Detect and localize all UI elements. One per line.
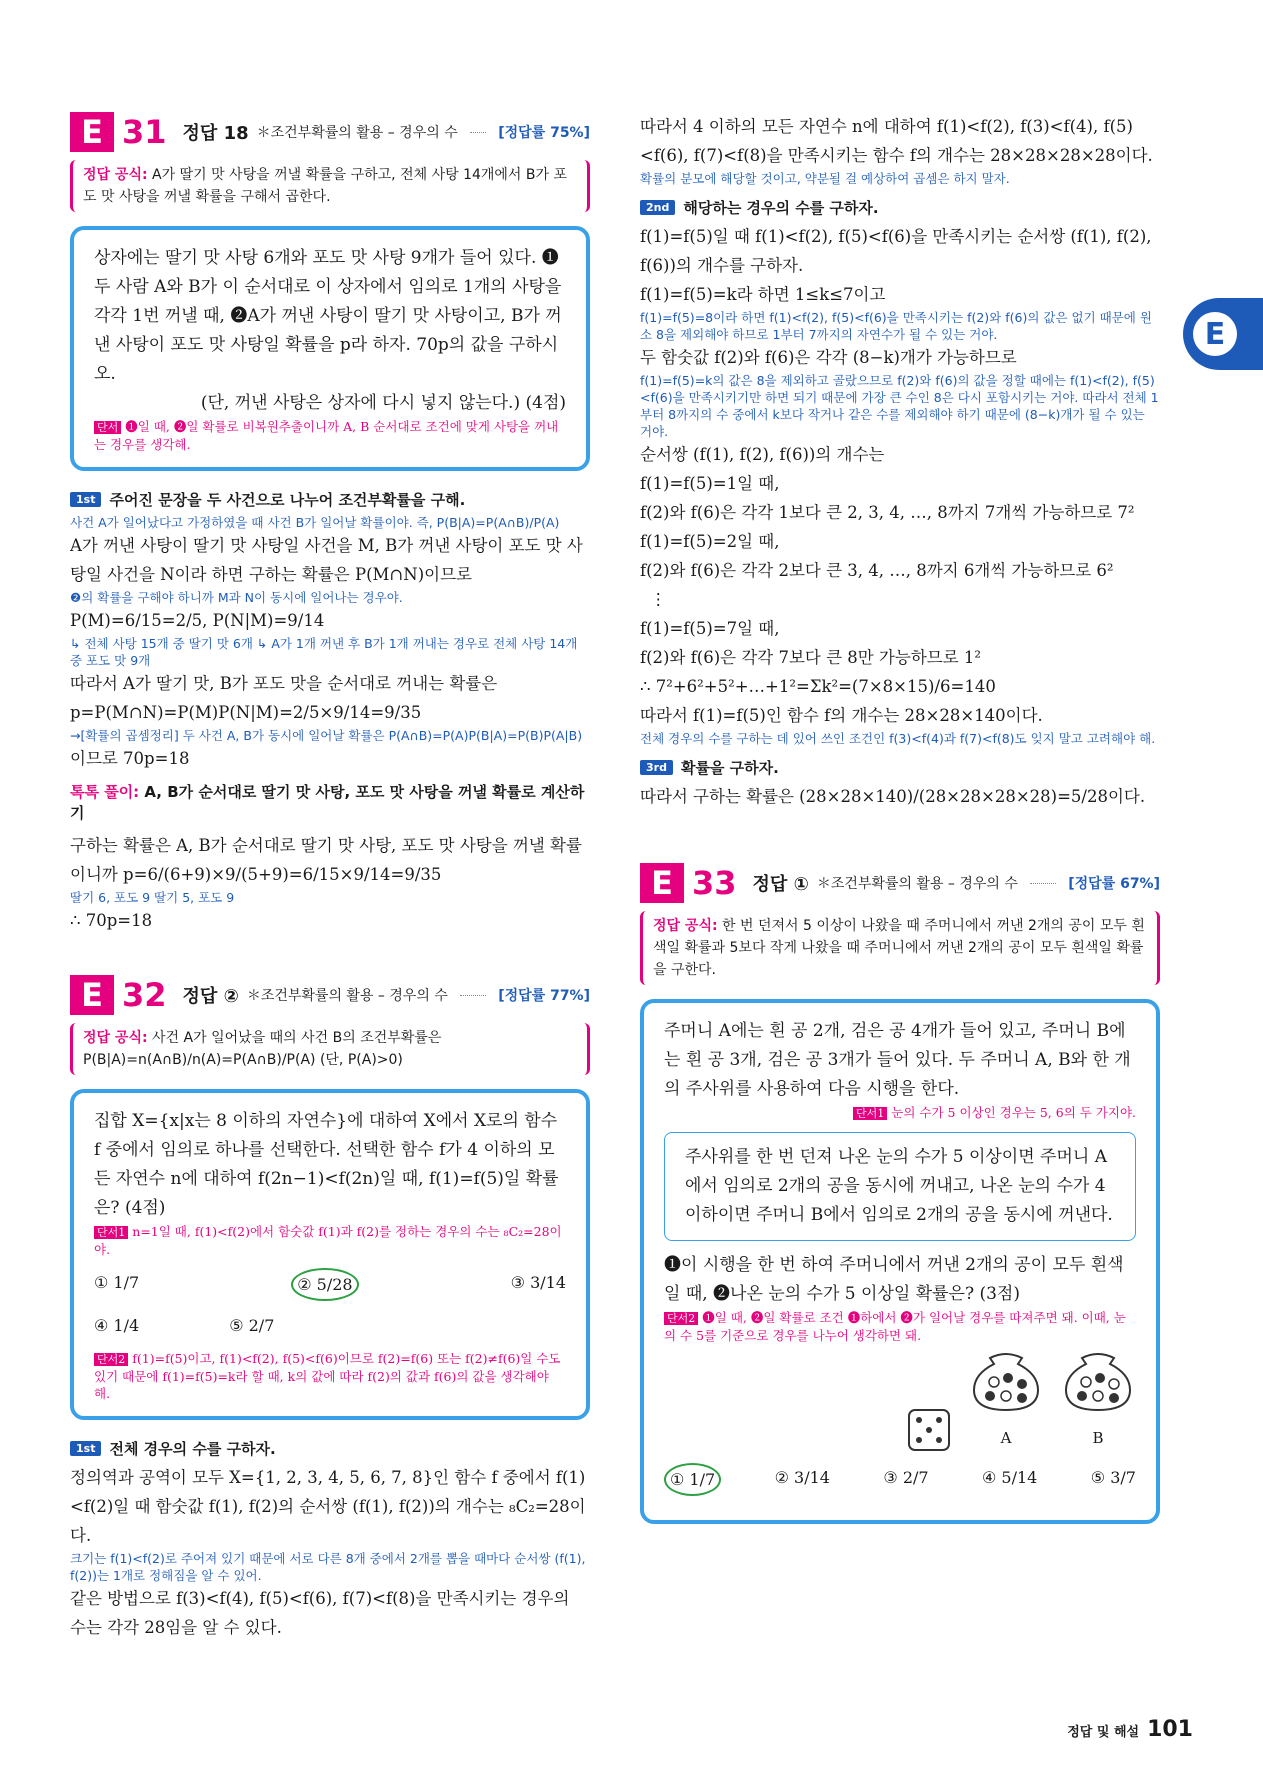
topic: ＊조건부확률의 활용 – 경우의 수 — [246, 988, 448, 1004]
tip-label: 정답 공식: — [83, 167, 148, 183]
problem-letter: E — [70, 112, 114, 152]
solution-text: ∴ 70p=18 — [70, 911, 153, 930]
hint-text: 눈의 수가 5 이상인 경우는 5, 6의 두 가지야. — [891, 1105, 1136, 1120]
step-2 — [640, 197, 1160, 218]
clever-label: 톡톡 풀이: — [70, 783, 140, 801]
hint-tag: 단서1 — [94, 1226, 128, 1239]
solution-text: 따라서 A가 딸기 맛, B가 포도 맛을 순서대로 꺼내는 확률은 — [70, 674, 498, 693]
page-footer — [1067, 1717, 1193, 1742]
question-text: 주머니 A에는 흰 공 2개, 검은 공 4개가 들어 있고, 주머니 B에는 흰 공 3개, 검은 공 3개가 들어 있다. 두 주머니 A, B와 한 개의 주사위를 사용하여 다음 시행을 한다. — [664, 1021, 1131, 1099]
step-1 — [70, 489, 590, 510]
solution-text: 같은 방법으로 f(3)<f(4), f(5)<f(6), f(7)<f(8)을 만족시키는 경우의 수는 각각 28임을 알 수 있다. — [70, 1589, 570, 1637]
hint — [664, 1309, 1136, 1344]
clever-solution — [70, 781, 590, 823]
hint-tag: 단서1 — [853, 1107, 887, 1120]
section-letter: E — [1193, 312, 1237, 356]
hint-tag: 단서2 — [94, 1353, 128, 1366]
step-1 — [70, 1438, 590, 1459]
solution-text: A가 꺼낸 사탕이 딸기 맛 사탕일 사건을 M, B가 꺼낸 사탕이 포도 맛 사탕일 사건을 N이라 하면 구하는 확률은 P(M∩N)이므로 — [70, 536, 583, 584]
correct-rate: [정답률 77%] — [498, 988, 590, 1004]
case-text: f(1)=f(5)=2일 때, — [640, 532, 780, 551]
hint — [94, 1350, 566, 1402]
tip-text: 사건 A가 일어났을 때의 사건 B의 조건부확률은 P(B|A)=n(A∩B)/n(A)=P(A∩B)/P(A) (단, P(A)>0) — [83, 1030, 442, 1068]
step-text: 해당하는 경우의 수를 구하자. — [683, 199, 879, 217]
hint-tag: 단서 — [94, 421, 121, 434]
problem-32-box — [70, 1089, 590, 1420]
problem-33-box — [640, 999, 1160, 1524]
choice-3[interactable]: ③ 2/7 — [883, 1468, 929, 1487]
hint-text: ❶일 때, ❷일 확률로 조건 ❶하에서 ❷가 일어날 경우를 따져주면 돼. 이때, 눈의 수 5를 기준으로 경우를 나누어 생각하면 돼. — [664, 1310, 1126, 1343]
solution-text: 이므로 70p=18 — [70, 749, 190, 768]
pouch-a-label: A — [1000, 1429, 1012, 1447]
choice-1[interactable]: ① 1/7 — [664, 1463, 721, 1496]
case-text: f(2)와 f(6)은 각각 2보다 큰 3, 4, …, 8까지 6개씩 가능하므로 6² — [640, 561, 1114, 580]
note: f(1)=f(5)=8이라 하면 f(1)<f(2), f(5)<f(6)을 만족시키는 f(2)와 f(6)의 값은 없기 때문에 원소 8을 제외해야 하므로 1부터 7까지의 자연수가 될 수 있는 거야. — [640, 310, 1152, 342]
dice-icon — [906, 1407, 952, 1453]
sum-equation: ∴ 7²+6²+5²+…+1²=Σk²=(7×8×15)/6=140 — [640, 677, 996, 696]
vdots: ⋮ — [650, 590, 667, 609]
pouch-b — [1060, 1348, 1136, 1453]
choices — [94, 1268, 566, 1301]
hint-text: n=1일 때, f(1)<f(2)에서 함숫값 f(1)과 f(2)를 정하는 경우의 수는 ₈C₂=28이야. — [94, 1224, 562, 1257]
hint — [94, 418, 566, 453]
note: f(1)=f(5)=k의 값은 8을 제외하고 골랐으므로 f(2)와 f(6)의 값을 정할 때에는 f(1)<f(2), f(5)<f(6)을 만족시키기만 하면 되기 때문에 가장 큰 수인 8은 다시 포함시키는 거야. 따라서 전체 1부터 8까지의 수 중에서 k보다 작거나 같은 수를 제외해야 하기 때문에 (8−k)개가 될 수 있는 거야. — [640, 373, 1159, 439]
choices — [94, 1311, 566, 1340]
solution-text: 따라서 f(1)=f(5)인 함수 f의 개수는 28×28×140이다. — [640, 706, 1043, 725]
correct-rate: [정답률 67%] — [1068, 876, 1160, 892]
answer: 정답 ② — [182, 986, 239, 1007]
step-text: 확률을 구하자. — [680, 759, 779, 777]
problem-number: 33 — [692, 864, 737, 902]
dotted-leader — [470, 132, 487, 133]
topic: ＊조건부확률의 활용 – 경우의 수 — [816, 876, 1018, 892]
tip-text: A가 딸기 맛 사탕을 꺼낼 확률을 구하고, 전체 사탕 14개에서 B가 포도 맛 사탕을 꺼낼 확률을 구해서 곱한다. — [83, 167, 568, 205]
case-text: f(1)=f(5)=7일 때, — [640, 619, 780, 638]
tip-label: 정답 공식: — [83, 1030, 148, 1046]
step-text: 주어진 문장을 두 사건으로 나누어 조건부확률을 구해. — [109, 491, 466, 509]
question-text: 집합 X={x|x는 8 이하의 자연수}에 대하여 X에서 X로의 함수 f 중에서 임의로 하나를 선택한다. 선택한 함수 f가 4 이하의 모든 자연수 n에 대하여 f(2n−1)<f(2n)일 때, f(1)=f(5)일 확률은? (4점) — [94, 1111, 559, 1218]
solution-text: 두 함숫값 f(2)와 f(6)은 각각 (8−k)개가 가능하므로 — [640, 348, 1017, 367]
case-text: f(2)와 f(6)은 각각 7보다 큰 8만 가능하므로 1² — [640, 648, 981, 667]
problem-number: 32 — [122, 976, 167, 1014]
choice-2[interactable]: ② 3/14 — [774, 1468, 830, 1487]
question-text: 상자에는 딸기 맛 사탕 6개와 포도 맛 사탕 9개가 들어 있다. ❶두 사람 A와 B가 이 순서대로 이 상자에서 임의로 1개의 사탕을 각각 1번 꺼낼 때, ❷A가 꺼낸 사탕이 딸기 맛 사탕이고, B가 꺼낸 사탕이 포도 맛 사탕일 확률을 p라 하자. 70p의 값을 구하시오. — [94, 248, 562, 384]
answer: 정답 ① — [752, 874, 809, 895]
problem-letter: E — [70, 975, 114, 1015]
note: →[확률의 곱셈정리] 두 사건 A, B가 동시에 일어날 확률은 P(A∩B)=P(A)P(B|A)=P(B)P(A|B) — [70, 728, 583, 743]
note: 크기는 f(1)<f(2)로 주어져 있기 때문에 서로 다른 8개 중에서 2개를 뽑을 때마다 순서쌍 (f(1), f(2))는 1개로 정해짐을 알 수 있어. — [70, 1551, 586, 1583]
choice-4[interactable]: ④ 1/4 — [94, 1316, 140, 1335]
choice-4[interactable]: ④ 5/14 — [982, 1468, 1038, 1487]
pouch-b-label: B — [1092, 1429, 1104, 1447]
step-tag: 3rd — [640, 760, 673, 775]
choice-5[interactable]: ⑤ 3/7 — [1090, 1468, 1136, 1487]
question-condition: (단, 꺼낸 사탕은 상자에 다시 넣지 않는다.) (4점) — [200, 393, 566, 413]
trial-description: 주사위를 한 번 던져 나온 눈의 수가 5 이상이면 주머니 A에서 임의로 2개의 공을 동시에 꺼내고, 나온 눈의 수가 4 이하이면 주머니 B에서 임의로 2개의 공을 동시에 꺼낸다. — [664, 1132, 1136, 1241]
hint — [94, 1223, 566, 1258]
equation: p=P(M∩N)=P(M)P(N|M)=2/5×9/14=9/35 — [70, 703, 422, 722]
clever-text: A, B가 순서대로 딸기 맛 사탕, 포도 맛 사탕을 꺼낼 확률로 계산하기 — [70, 783, 585, 822]
solution-text: 따라서 4 이하의 모든 자연수 n에 대하여 f(1)<f(2), f(3)<f(4), f(5)<f(6), f(7)<f(8)을 만족시키는 함수 f의 개수는 28×28×28×28이다. — [640, 117, 1153, 165]
dotted-leader — [460, 995, 486, 996]
question-text: ❶이 시행을 한 번 하여 주머니에서 꺼낸 2개의 공이 모두 흰색일 때, ❷나온 눈의 수가 5 이상일 확률은? (3점) — [664, 1255, 1124, 1304]
step-tag: 1st — [70, 1441, 101, 1456]
solution-text: f(1)=f(5)=k라 하면 1≤k≤7이고 — [640, 285, 886, 304]
section-tab — [1183, 298, 1263, 370]
note: ↳ 전체 사탕 15개 중 딸기 맛 6개 ↳ A가 1개 꺼낸 후 B가 1개 꺼내는 경우로 전체 사탕 14개 중 포도 맛 9개 — [70, 636, 578, 668]
problem-31-box — [70, 226, 590, 471]
problem-33-header — [640, 863, 1160, 903]
problem-31-header — [70, 112, 590, 152]
hint-text: f(1)=f(5)이고, f(1)<f(2), f(5)<f(6)이므로 f(2)=f(6) 또는 f(2)≠f(6)일 수도 있기 때문에 f(1)=f(5)=k라 할 때, k의 값에 따라 f(2)의 값과 f(6)의 값을 생각해야 해. — [94, 1351, 561, 1401]
problem-letter: E — [640, 863, 684, 903]
answer-formula — [70, 160, 590, 212]
answer: 정답 18 — [182, 123, 249, 144]
pouch-a-icon — [968, 1348, 1044, 1414]
right-column — [640, 112, 1160, 1542]
topic: ＊조건부확률의 활용 – 경우의 수 — [256, 125, 458, 141]
pouch-b-icon — [1060, 1348, 1136, 1414]
solution-text: 구하는 확률은 A, B가 순서대로 딸기 맛 사탕, 포도 맛 사탕을 꺼낼 확률이니까 p=6/(6+9)×9/(5+9)=6/15×9/14=9/35 — [70, 836, 582, 884]
solution-text: 순서쌍 (f(1), f(2), f(6))의 개수는 — [640, 445, 885, 464]
case-text: f(2)와 f(6)은 각각 1보다 큰 2, 3, 4, …, 8까지 7개씩 가능하므로 7² — [640, 503, 1135, 522]
note: 딸기 6, 포도 9 딸기 5, 포도 9 — [70, 890, 235, 905]
problem-number: 31 — [122, 113, 167, 151]
left-column — [70, 112, 590, 1642]
choice-3[interactable]: ③ 3/14 — [510, 1273, 566, 1292]
tip-text: 한 번 던져서 5 이상이 나왔을 때 주머니에서 꺼낸 2개의 공이 모두 흰색일 확률과 5보다 작게 나왔을 때 주머니에서 꺼낸 2개의 공이 모두 흰색일 확률을 구한다. — [653, 918, 1145, 978]
step-tag: 1st — [70, 492, 101, 507]
note: 전체 경우의 수를 구하는 데 있어 쓰인 조건인 f(3)<f(4)과 f(7)<f(8)도 잊지 말고 고려해야 해. — [640, 731, 1156, 746]
note: 확률의 분모에 해당할 것이고, 약분될 걸 예상하여 곱셈은 하지 말자. — [640, 171, 1010, 186]
choice-5[interactable]: ⑤ 2/7 — [229, 1316, 275, 1335]
choice-2[interactable]: ② 5/28 — [291, 1268, 358, 1301]
solution-text: 정의역과 공역이 모두 X={1, 2, 3, 4, 5, 6, 7, 8}인 함수 f 중에서 f(1)<f(2)일 때 함숫값 f(1), f(2)의 순서쌍 (f(1), f(2))의 개수는 ₈C₂=28이다. — [70, 1468, 586, 1545]
note: ❷의 확률을 구해야 하니까 M과 N이 동시에 일어나는 경우야. — [70, 590, 403, 605]
illustration — [664, 1348, 1136, 1453]
answer-formula — [70, 1023, 590, 1075]
step-3 — [640, 757, 1160, 778]
solution-text: f(1)=f(5)일 때 f(1)<f(2), f(5)<f(6)을 만족시키는 순서쌍 (f(1), f(2), f(6))의 개수를 구하자. — [640, 227, 1152, 275]
tip-label: 정답 공식: — [653, 918, 718, 934]
problem-32-header — [70, 975, 590, 1015]
solution-text: 따라서 구하는 확률은 (28×28×140)/(28×28×28×28)=5/28이다. — [640, 787, 1146, 806]
equation: P(M)=6/15=2/5, P(N|M)=9/14 — [70, 611, 325, 630]
page-number: 101 — [1147, 1717, 1193, 1742]
hint — [664, 1104, 1136, 1122]
pouch-a — [968, 1348, 1044, 1453]
case-text: f(1)=f(5)=1일 때, — [640, 474, 780, 493]
choice-1[interactable]: ① 1/7 — [94, 1273, 140, 1292]
step-text: 전체 경우의 수를 구하자. — [109, 1440, 276, 1458]
correct-rate: [정답률 75%] — [498, 125, 590, 141]
choices — [664, 1463, 1136, 1496]
footer-label: 정답 및 해설 — [1067, 1725, 1140, 1740]
dotted-leader — [1030, 883, 1056, 884]
hint-tag: 단서2 — [664, 1312, 698, 1325]
note: 사건 A가 일어났다고 가정하였을 때 사건 B가 일어날 확률이야. 즉, P(B|A)=P(A∩B)/P(A) — [70, 515, 560, 530]
step-tag: 2nd — [640, 200, 675, 215]
hint-text: ❶일 때, ❷일 확률로 비복원추출이니까 A, B 순서대로 조건에 맞게 사탕을 꺼내는 경우를 생각해. — [94, 419, 559, 452]
answer-formula — [640, 911, 1160, 985]
